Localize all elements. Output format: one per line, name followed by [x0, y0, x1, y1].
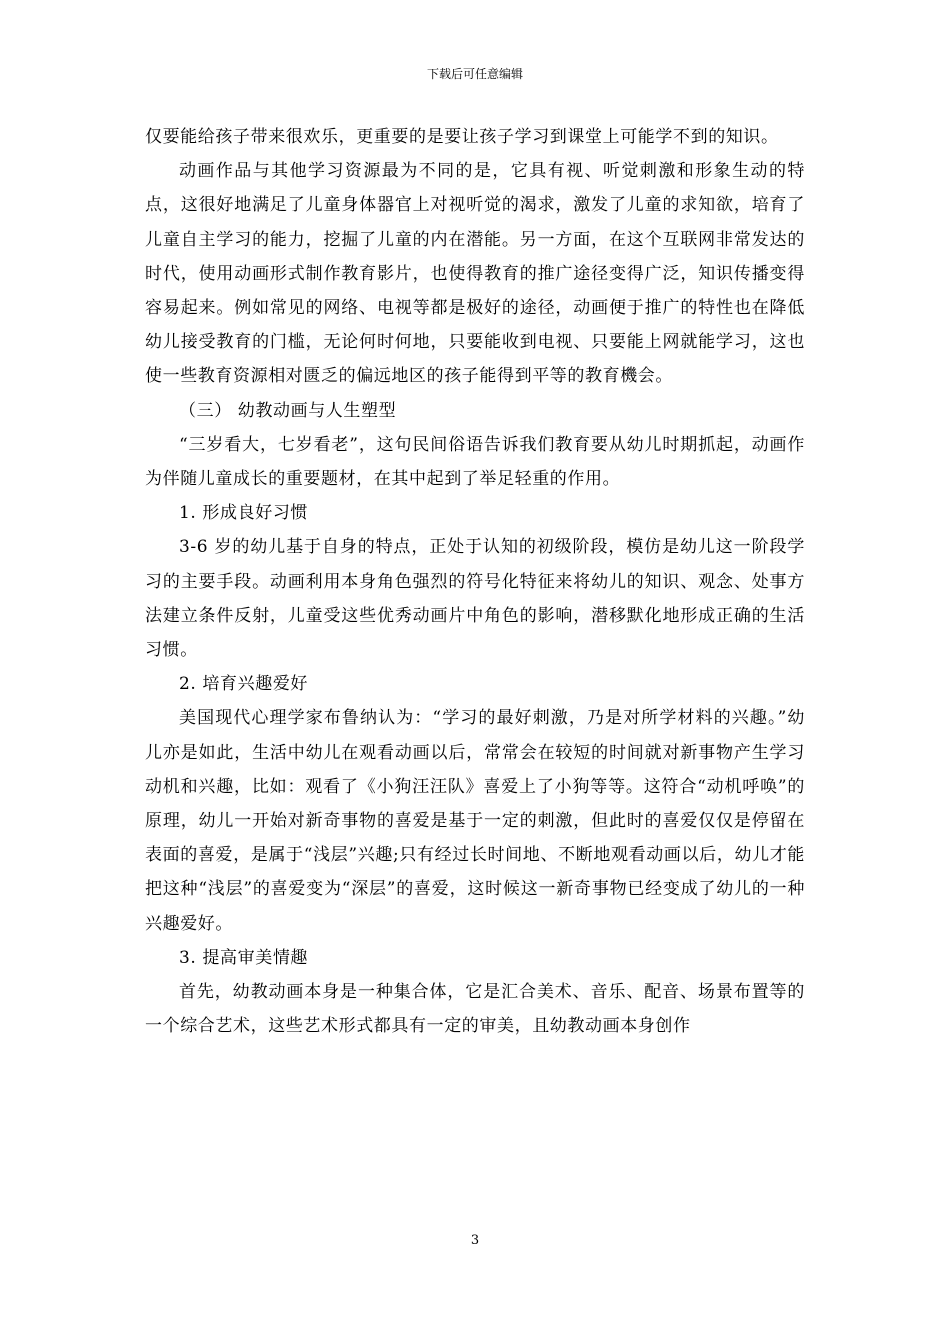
page-number: 3 [470, 1233, 480, 1248]
subheading-interests: 2. 培育兴趣爱好 [179, 674, 309, 695]
paragraph-interests: 美国现代心理学家布鲁纳认为：“学习的最好刺激，乃是对所学材料的兴趣。”幼儿亦是如此，生活中幼儿在观看动画以后，常常会在较短的时间就对新事物产生学习动机和兴趣，比如：观看了《小狗汪汪队》喜爱上了小狗等等。这符合“动机呼唤”的原理，幼儿一开始对新奇事物的喜爱是基于一定的刺激，但此时的喜爱仅仅是停留在表面的喜爱，是属于“浅层”兴趣;只有经过长时间地、不断地观看动画以后，幼儿才能把这种“浅层”的喜爱变为“深层”的喜爱，这时候这一新奇事物已经变成了幼儿的一种兴趣爱好。 [145, 708, 805, 934]
document-body [145, 120, 805, 1043]
paragraph-animation-features: 动画作品与其他学习资源最为不同的是，它具有视、听觉刺激和形象生动的特点，这很好地满足了儿童身体器官上对视听觉的渴求，激发了儿童的求知欲，培育了儿童自主学习的能力，挖掘了儿童的内在潜能。另一方面，在这个互联网非常发达的时代，使用动画形式制作教育影片，也使得教育的推广途径变得广泛，知识传播变得容易起来。例如常见的网络、电视等都是极好的途径，动画便于推广的特性也在降低幼儿接受教育的门槛，无论何时何地，只要能收到电视、只要能上网就能学习，这也使一些教育资源相对匮乏的偏远地区的孩子能得到平等的教育機会。 [145, 161, 805, 387]
page-header: 下载后可任意编辑 [426, 67, 523, 81]
paragraph-proverb: “三岁看大，七岁看老”，这句民间俗语告诉我们教育要从幼儿时期抓起，动画作为伴随儿童成长的重要题材，在其中起到了举足轻重的作用。 [145, 434, 805, 490]
section-heading-3: （三） 幼教动画与人生塑型 [179, 400, 397, 421]
paragraph-continued: 仅要能给孩子带来很欢乐，更重要的是要让孩子学习到课堂上可能学不到的知识。 [145, 127, 779, 147]
paragraph-aesthetics: 首先，幼教动画本身是一种集合体，它是汇合美术、音乐、配音、场景布置等的一个综合艺术，这些艺术形式都具有一定的审美，且幼教动画本身创作 [145, 982, 805, 1037]
paragraph-habits: 3-6 岁的幼儿基于自身的特点，正处于认知的初级阶段，模仿是幼儿这一阶段学习的主要手段。动画利用本身角色强烈的符号化特征来将幼儿的知识、观念、处事方法建立条件反射，儿童受这些优秀动画片中角色的影响，潜移默化地形成正确的生活习惯。 [145, 537, 805, 661]
subheading-habits: 1. 形成良好习惯 [179, 503, 309, 524]
subheading-aesthetics: 3. 提高审美情趣 [179, 947, 309, 968]
